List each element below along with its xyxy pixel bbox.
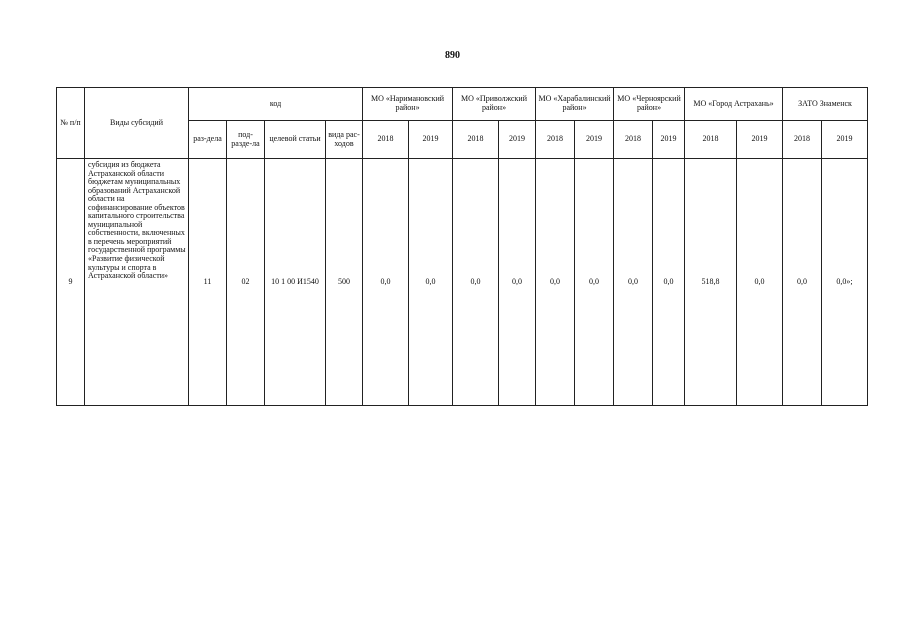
header-expense-type: вида рас-ходов xyxy=(326,121,363,159)
header-year: 2019 xyxy=(575,121,614,159)
value-cell: 0,0 xyxy=(783,159,822,406)
header-year: 2019 xyxy=(822,121,868,159)
header-year: 2018 xyxy=(453,121,499,159)
row-description: субсидия из бюджета Астраханской области бюджетам муниципальных образований Астраханской области на софинансирование объектов капитального строительства муниципальной собственности, включенных в перечень мероприятий государственной программы «Развитие физической культуры и спорта в Астраханской области» xyxy=(85,159,189,406)
header-municipality-astrakhan: МО «Город Астрахань» xyxy=(685,88,783,121)
row-target-item: 10 1 00 И1540 xyxy=(265,159,326,406)
subsidy-table xyxy=(56,87,868,406)
header-year: 2018 xyxy=(536,121,575,159)
value-cell: 0,0»; xyxy=(822,159,868,406)
value-cell: 0,0 xyxy=(363,159,409,406)
value-cell: 0,0 xyxy=(653,159,685,406)
row-expense-type: 500 xyxy=(326,159,363,406)
row-subsection: 02 xyxy=(227,159,265,406)
header-municipality-chernoyarsky: МО «Черноярский район» xyxy=(614,88,685,121)
table-row xyxy=(57,159,868,406)
value-cell: 0,0 xyxy=(409,159,453,406)
header-municipality-narimanov: МО «Наримановский район» xyxy=(363,88,453,121)
value-cell: 0,0 xyxy=(614,159,653,406)
header-year: 2019 xyxy=(409,121,453,159)
page-number: 890 xyxy=(445,50,460,61)
header-target-item: целевой статьи xyxy=(265,121,326,159)
header-municipality-kharabali: МО «Харабалинский район» xyxy=(536,88,614,121)
header-year: 2019 xyxy=(737,121,783,159)
header-num: № п/п xyxy=(57,88,85,159)
value-cell: 0,0 xyxy=(453,159,499,406)
header-row xyxy=(57,88,868,121)
header-year: 2019 xyxy=(653,121,685,159)
header-year: 2018 xyxy=(685,121,737,159)
header-municipality-znamensk: ЗАТО Знаменск xyxy=(783,88,868,121)
row-section: 11 xyxy=(189,159,227,406)
header-year: 2018 xyxy=(363,121,409,159)
header-municipality-privolzhsky: МО «Приволжский район» xyxy=(453,88,536,121)
header-year: 2019 xyxy=(499,121,536,159)
value-cell: 518,8 xyxy=(685,159,737,406)
header-section: раз-дела xyxy=(189,121,227,159)
value-cell: 0,0 xyxy=(499,159,536,406)
header-subsection: под-разде-ла xyxy=(227,121,265,159)
header-year: 2018 xyxy=(783,121,822,159)
value-cell: 0,0 xyxy=(575,159,614,406)
row-num: 9 xyxy=(57,159,85,406)
value-cell: 0,0 xyxy=(737,159,783,406)
header-subsidy-type: Виды субсидий xyxy=(85,88,189,159)
header-code: код xyxy=(189,88,363,121)
value-cell: 0,0 xyxy=(536,159,575,406)
header-year: 2018 xyxy=(614,121,653,159)
